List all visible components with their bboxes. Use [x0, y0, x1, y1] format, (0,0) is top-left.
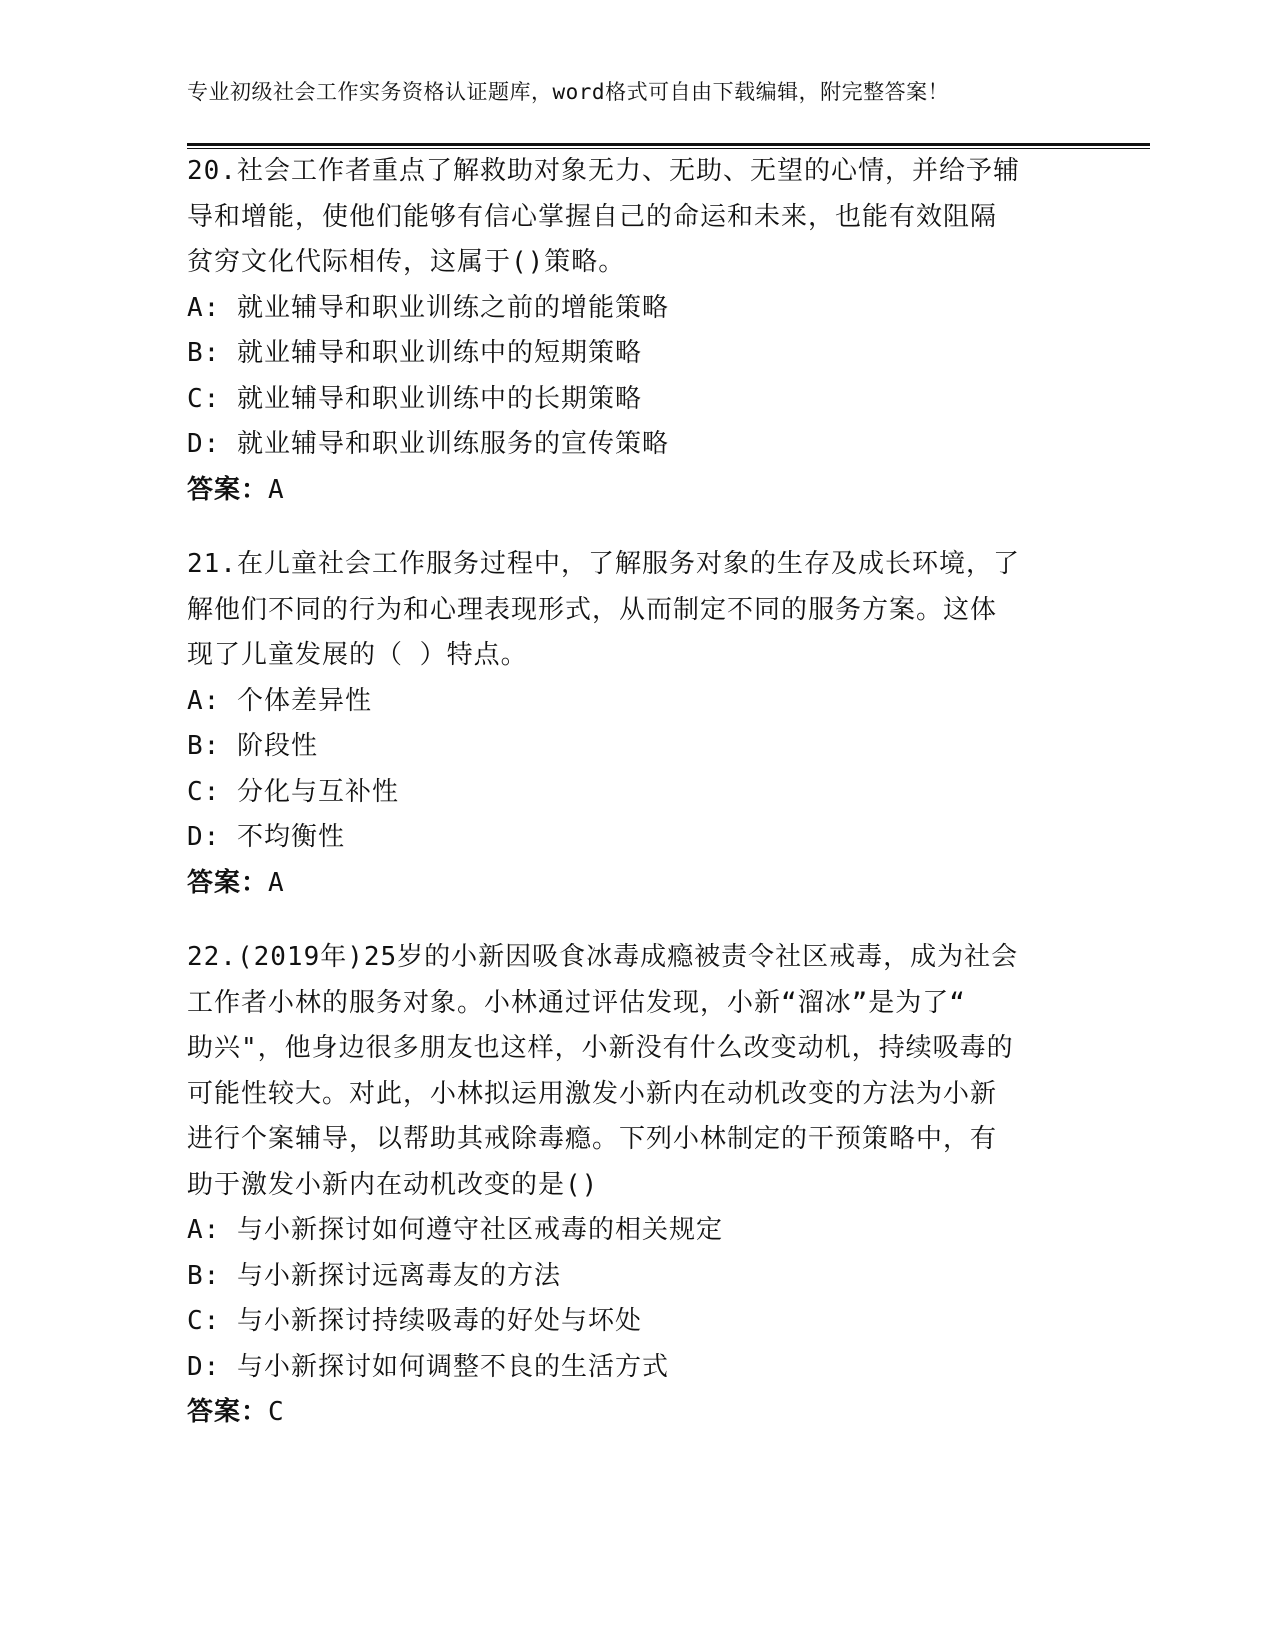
question-20	[187, 149, 1087, 513]
answer-label: 答案：	[187, 1397, 269, 1427]
question-text-line: 助兴"，他身边很多朋友也这样，小新没有什么改变动机，持续吸毒的	[187, 1033, 1014, 1063]
option-d: D: 不均衡性	[187, 822, 345, 852]
option-b: B: 阶段性	[187, 731, 318, 761]
question-text-line: 工作者小林的服务对象。小林通过评估发现，小新“溜冰”是为了“	[187, 987, 966, 1018]
option-c: C: 就业辅导和职业训练中的长期策略	[187, 383, 642, 414]
question-text-line: 进行个案辅导，以帮助其戒除毒瘾。下列小林制定的干预策略中，有	[187, 1124, 998, 1154]
question-text-line: 20.社会工作者重点了解救助对象无力、无助、无望的心情，并给予辅	[187, 156, 1020, 186]
header-rule-thick	[187, 143, 1150, 146]
option-a: A: 与小新探讨如何遵守社区戒毒的相关规定	[187, 1215, 723, 1245]
option-b: B: 就业辅导和职业训练中的短期策略	[187, 338, 642, 368]
option-a: A: 就业辅导和职业训练之前的增能策略	[187, 292, 669, 323]
question-text-line: 现了儿童发展的（ ）特点。	[187, 640, 528, 670]
answer-value: A	[268, 474, 285, 505]
answer-line	[187, 861, 1087, 907]
question-text-line: 导和增能，使他们能够有信心掌握自己的命运和未来，也能有效阻隔	[187, 201, 998, 232]
question-text-line: 22.(2019年)25岁的小新因吸食冰毒成瘾被责令社区戒毒，成为社会	[187, 942, 1019, 972]
page-header: 专业初级社会工作实务资格认证题库，word格式可自由下载编辑，附完整答案！	[187, 80, 950, 104]
option-b: B: 与小新探讨远离毒友的方法	[187, 1260, 561, 1291]
answer-label: 答案：	[187, 867, 269, 898]
option-d: D: 与小新探讨如何调整不良的生活方式	[187, 1351, 669, 1382]
question-text-line: 解他们不同的行为和心理表现形式，从而制定不同的服务方案。这体	[187, 594, 998, 625]
question-text-line: 助于激发小新内在动机改变的是()	[187, 1169, 599, 1200]
answer-value: A	[268, 867, 285, 898]
answer-value: C	[268, 1397, 285, 1427]
question-22	[187, 935, 1087, 1436]
question-21	[187, 542, 1087, 906]
option-c: C: 分化与互补性	[187, 776, 399, 807]
answer-line	[187, 468, 1087, 514]
answer-line	[187, 1390, 1087, 1436]
question-text-line: 贫穷文化代际相传，这属于()策略。	[187, 247, 626, 277]
option-d: D: 就业辅导和职业训练服务的宣传策略	[187, 429, 669, 459]
option-c: C: 与小新探讨持续吸毒的好处与坏处	[187, 1306, 642, 1336]
question-text-line: 可能性较大。对此，小林拟运用激发小新内在动机改变的方法为小新	[187, 1078, 998, 1109]
option-a: A: 个体差异性	[187, 685, 372, 716]
answer-label: 答案：	[187, 474, 269, 505]
question-text-line: 21.在儿童社会工作服务过程中，了解服务对象的生存及成长环境，了	[187, 549, 1020, 579]
